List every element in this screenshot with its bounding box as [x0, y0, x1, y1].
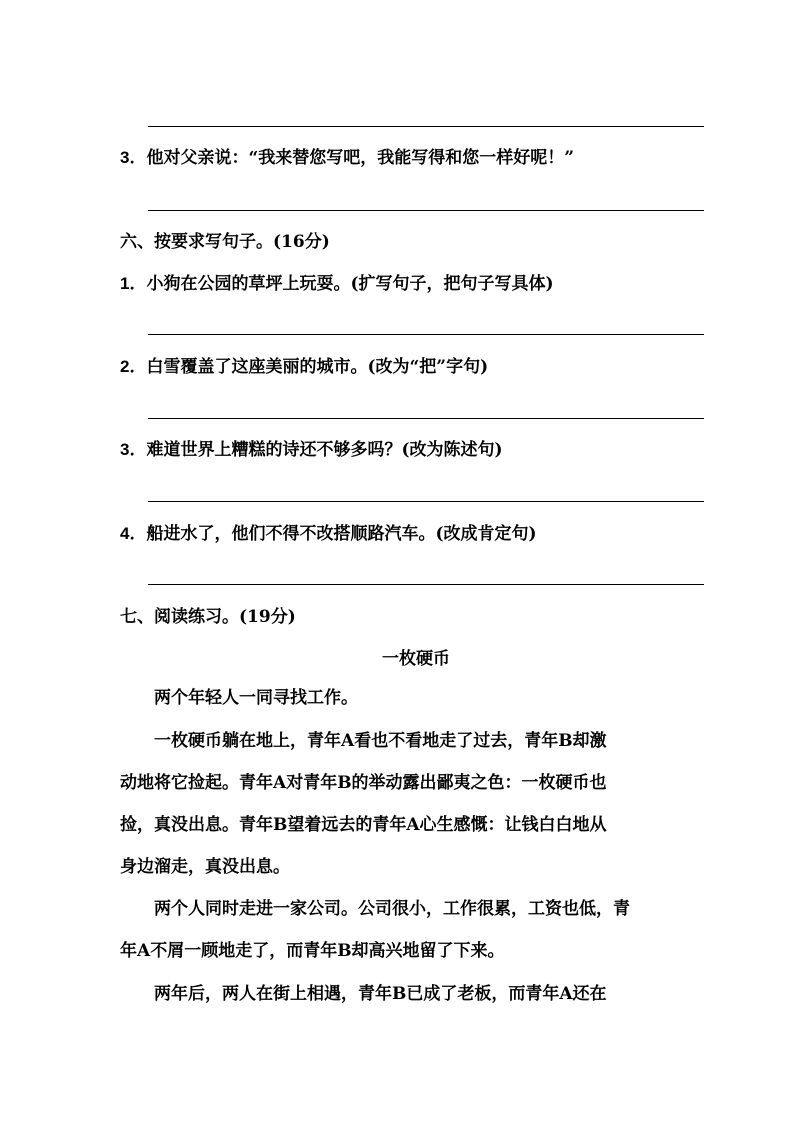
question-text: 船进水了，他们不得不改搭顺路汽车。(改成肯定句)	[146, 524, 537, 544]
passage-line: 两年后，两人在街上相遇，青年B已成了老板，而青年A还在	[120, 984, 607, 1004]
answer-line[interactable]	[148, 418, 704, 419]
question-number: 3．	[120, 440, 147, 459]
answer-line[interactable]	[148, 501, 704, 502]
question-number: 4．	[120, 524, 147, 543]
section-heading: 六、按要求写句子。(16分)	[120, 232, 330, 252]
question-number: 2．	[120, 357, 147, 376]
question-text: 难道世界上糟糕的诗还不够多吗？(改为陈述句)	[146, 440, 503, 460]
passage-line: 一枚硬币躺在地上，青年A看也不看地走了过去，青年B却激	[120, 731, 607, 751]
question-number: 1．	[120, 274, 147, 293]
question-item	[120, 146, 574, 170]
section-heading: 七、阅读练习。(19分)	[120, 607, 296, 627]
passage-line: 年A不屑一顾地走了，而青年B却高兴地留了下来。	[120, 941, 505, 961]
passage-line: 身边溜走，真没出息。	[120, 857, 290, 877]
answer-line[interactable]	[148, 584, 704, 585]
question-item	[120, 522, 537, 546]
question-item	[120, 272, 554, 296]
passage-line: 两个人同时走进一家公司。公司很小，工作很累，工资也低，青	[120, 899, 630, 919]
question-text: 他对父亲说：“我来替您写吧，我能写得和您一样好呢！”	[146, 148, 575, 168]
passage-line: 动地将它捡起。青年A对青年B的举动露出鄙夷之色：一枚硬币也	[120, 773, 607, 793]
question-text: 白雪覆盖了这座美丽的城市。(改为“把”字句)	[146, 357, 489, 377]
question-item	[120, 355, 488, 379]
question-text: 小狗在公园的草坪上玩耍。(扩写句子，把句子写具体)	[146, 274, 554, 294]
answer-line[interactable]	[148, 334, 704, 335]
answer-line[interactable]	[148, 126, 704, 127]
answer-line[interactable]	[148, 210, 704, 211]
passage-line: 两个年轻人一同寻找工作。	[120, 688, 358, 708]
passage-line: 捡，真没出息。青年B望着远去的青年A心生感慨：让钱白白地从	[120, 815, 607, 835]
question-item	[120, 438, 503, 462]
passage-title: 一枚硬币	[382, 649, 450, 669]
question-number: 3．	[120, 148, 147, 167]
